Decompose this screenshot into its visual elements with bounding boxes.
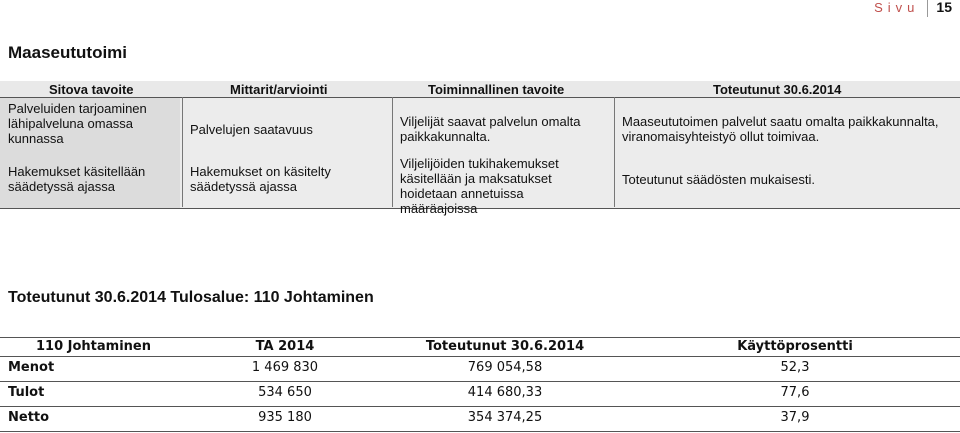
- table-cell-result: Toteutunut säädösten mukaisesti.: [622, 172, 815, 187]
- row-actual: 354 374,25: [467, 410, 543, 425]
- row-percent: 77,6: [780, 385, 810, 400]
- row-budget: 1 469 830: [251, 360, 319, 375]
- row-label: Menot: [8, 360, 55, 375]
- page-header: [874, 0, 952, 17]
- table-row: [0, 382, 960, 407]
- row-budget: 534 650: [258, 385, 312, 400]
- table-cell-objective: Viljelijät saavat palvelun omalta paikkakunnalta.: [400, 114, 581, 144]
- budget-table: [0, 337, 960, 432]
- table-cell-result: Maaseututoimen palvelut saatu omalta paikkakunnalta, viranomaisyhteistyö ollut toimivaa.: [622, 114, 939, 144]
- col-header-budget: TA 2014: [255, 339, 315, 354]
- page-label: Sivu: [874, 0, 928, 17]
- row-budget: 935 180: [258, 410, 312, 425]
- goals-table-body: [0, 97, 960, 216]
- page-number: 15: [936, 0, 952, 15]
- row-actual: 769 054,58: [467, 360, 543, 375]
- table-row: [0, 357, 960, 382]
- row-percent: 37,9: [780, 410, 810, 425]
- budget-table-header: [0, 337, 960, 357]
- col-header-percent: Käyttöprosentti: [737, 339, 853, 354]
- subsection-title: Toteutunut 30.6.2014 Tulosalue: 110 Johtaminen: [8, 289, 374, 306]
- col-header-unit: 110 Johtaminen: [35, 339, 151, 354]
- row-label: Netto: [8, 410, 50, 425]
- table-row: [0, 407, 960, 432]
- goals-table-header: [0, 81, 960, 97]
- row-actual: 414 680,33: [467, 385, 543, 400]
- col-header-actual: Toteutunut 30.6.2014: [425, 339, 585, 354]
- section-title: Maaseututoimi: [8, 43, 128, 62]
- col-header-metric: Mittarit/arviointi: [230, 82, 328, 97]
- table-cell-goal: Palveluiden tarjoaminen lähipalveluna omassa kunnassa: [8, 101, 147, 146]
- col-header-objective: Toiminnallinen tavoite: [428, 82, 565, 97]
- table-cell-metric: Hakemukset on käsitelty säädetyssä ajassa: [190, 164, 331, 194]
- row-percent: 52,3: [780, 360, 810, 375]
- table-cell-metric: Palvelujen saatavuus: [190, 122, 313, 137]
- table-cell-goal: Hakemukset käsitellään säädetyssä ajassa: [8, 164, 146, 194]
- col-header-result: Toteutunut 30.6.2014: [713, 82, 842, 97]
- col-header-goal: Sitova tavoite: [49, 82, 134, 97]
- table-cell-objective: Viljelijöiden tukihakemukset käsitellään ja maksatukset hoidetaan annetuissa määräajoissa: [400, 156, 559, 216]
- row-label: Tulot: [8, 385, 45, 400]
